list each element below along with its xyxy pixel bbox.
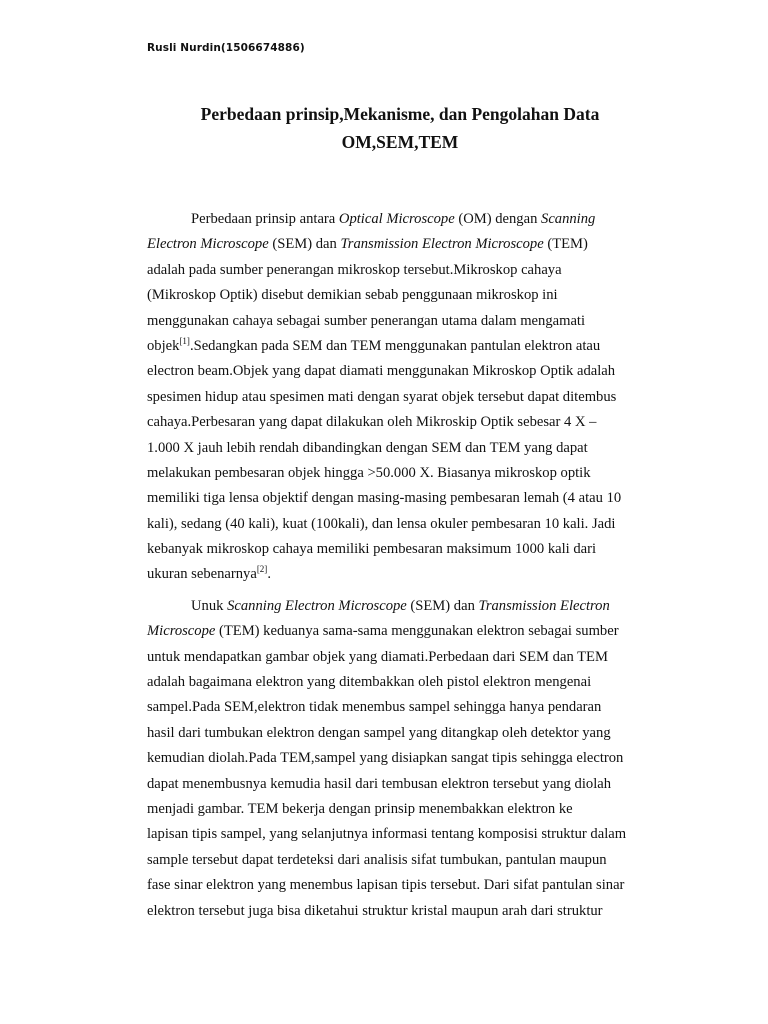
paragraph-line: cahaya.Perbesaran yang dapat dilakukan oleh Mikroskip Optik sebesar 4 X – — [147, 414, 597, 431]
paragraph-line: 1.000 X jauh lebih rendah dibandingkan dengan SEM dan TEM yang dapat — [147, 439, 588, 456]
paragraph-line: adalah bagaimana elektron yang ditembakkan oleh pistol elektron mengenai — [147, 674, 592, 691]
paragraph-line: sample tersebut dapat terdeteksi dari analisis sifat tumbukan, pantulan maupun — [147, 851, 607, 868]
document-title — [150, 100, 650, 156]
paragraph-line: untuk mendapatkan gambar objek yang diamati.Perbedaan dari SEM dan TEM — [147, 648, 608, 665]
paragraph-line: elektron tersebut juga bisa diketahui struktur kristal maupun arah dari struktur — [147, 902, 603, 919]
paragraph-line — [147, 619, 667, 644]
paragraph-line: kali), sedang (40 kali), kuat (100kali), dan lensa okuler pembesaran 10 kali. Jadi — [147, 515, 616, 532]
paragraph-line — [147, 232, 667, 257]
title-line-2: OM,SEM,TEM — [341, 132, 459, 152]
author-header: Rusli Nurdin(1506674886) — [147, 42, 305, 54]
italic-term: Electron Microscope — [147, 236, 269, 253]
paragraph-line — [147, 207, 667, 232]
citation-ref: [1] — [179, 336, 190, 347]
paragraph-line — [147, 334, 667, 359]
italic-term: Microscope — [147, 623, 216, 640]
text-span: (OM) dengan — [454, 211, 542, 227]
italic-term: Scanning — [541, 211, 596, 227]
text-span: (SEM) dan — [406, 597, 479, 614]
paragraph-2 — [147, 594, 667, 924]
text-span: ukuran sebenarnya — [147, 566, 257, 583]
paragraph-line: dapat menembusnya kemudia hasil dari tembusan elektron tersebut yang diolah — [147, 775, 612, 792]
paragraph-line: menjadi gambar. TEM bekerja dengan prinsip menembakkan elektron ke — [147, 800, 573, 817]
paragraph-line: fase sinar elektron yang menembus lapisan tipis tersebut. Dari sifat pantulan sinar — [147, 877, 625, 894]
paragraph-line: memiliki tiga lensa objektif dengan masing-masing pembesaran lemah (4 atau 10 — [147, 490, 622, 507]
italic-term: Transmission Electron Microscope — [340, 236, 544, 253]
italic-term: Optical Microscope — [338, 211, 455, 227]
document-body — [147, 207, 667, 924]
title-line-1: Perbedaan prinsip,Mekanisme, dan Pengolahan Data — [200, 104, 600, 124]
paragraph-line: spesimen hidup atau spesimen mati dengan syarat objek tersebut dapat ditembus — [147, 388, 617, 405]
text-span: (SEM) dan — [268, 236, 341, 253]
text-span: (TEM) — [543, 236, 588, 253]
paragraph-line — [147, 594, 667, 619]
italic-term: Transmission Electron — [478, 597, 610, 614]
text-span: objek — [147, 337, 180, 354]
text-span: Perbedaan prinsip antara — [191, 211, 339, 227]
paragraph-line: (Mikroskop Optik) disebut demikian sebab penggunaan mikroskop ini — [147, 287, 558, 304]
paragraph-line: hasil dari tumbukan elektron dengan sampel yang ditangkap oleh detektor yang — [147, 724, 611, 741]
text-span: .Sedangkan pada SEM dan TEM menggunakan pantulan elektron atau — [189, 337, 601, 354]
paragraph-line: lapisan tipis sampel, yang selanjutnya informasi tentang komposisi struktur dalam — [147, 826, 627, 843]
paragraph-1 — [147, 207, 667, 588]
text-span: . — [267, 566, 271, 583]
paragraph-line — [147, 562, 667, 587]
paragraph-line: adalah pada sumber penerangan mikroskop tersebut.Mikroskop cahaya — [147, 261, 562, 278]
citation-ref: [2] — [256, 564, 268, 575]
italic-term: Scanning Electron Microscope — [227, 597, 407, 614]
paragraph-line: kemudian diolah.Pada TEM,sampel yang disiapkan sangat tipis sehingga electron — [147, 750, 624, 767]
text-span: (TEM) keduanya sama-sama menggunakan elektron sebagai sumber — [215, 623, 619, 640]
paragraph-line: kebanyak mikroskop cahaya memiliki pembesaran maksimum 1000 kali dari — [147, 541, 597, 558]
paragraph-line: melakukan pembesaran objek hingga >50.000 X. Biasanya mikroskop optik — [147, 464, 591, 481]
text-span: Unuk — [191, 597, 228, 614]
paragraph-line: sampel.Pada SEM,elektron tidak menembus sampel sehingga hanya pendaran — [147, 699, 602, 716]
paragraph-line: electron beam.Objek yang dapat diamati menggunakan Mikroskop Optik adalah — [147, 363, 616, 380]
paragraph-line: menggunakan cahaya sebagai sumber penerangan utama dalam mengamati — [147, 312, 586, 329]
